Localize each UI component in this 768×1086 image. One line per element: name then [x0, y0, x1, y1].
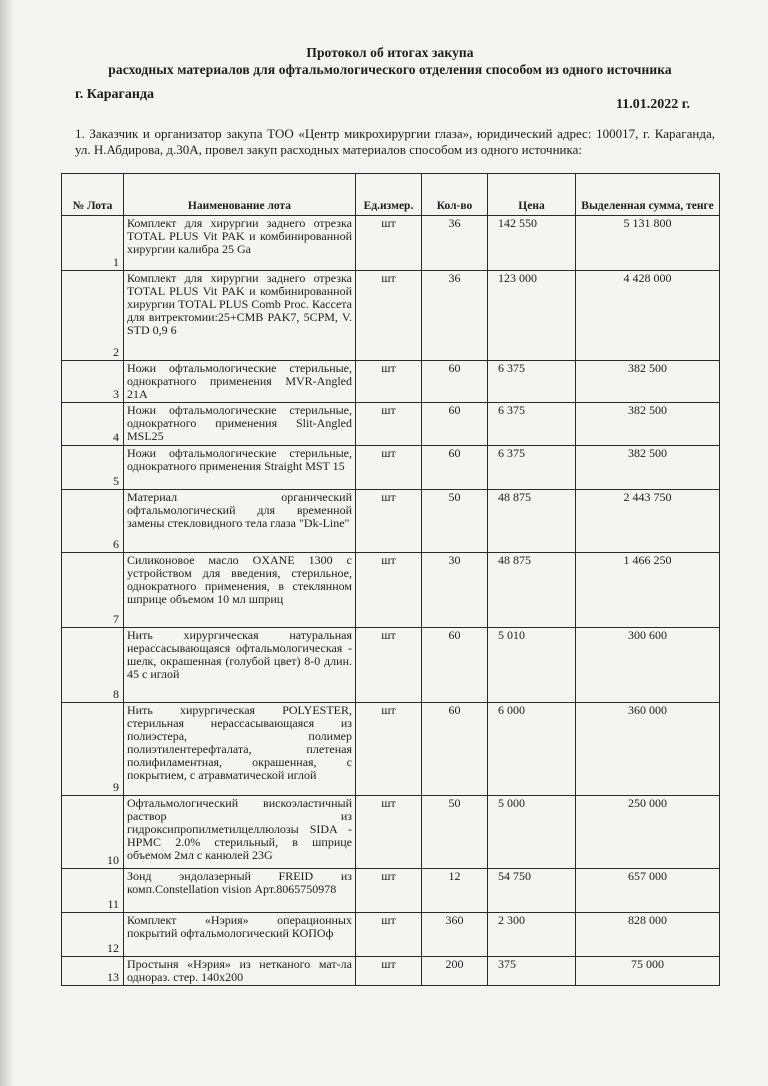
lot-number-cell: 1 — [62, 216, 124, 271]
table-row — [62, 957, 720, 986]
lot-number-cell: 9 — [62, 703, 124, 796]
quantity-cell: 60 — [422, 361, 488, 403]
unit-cell: шт — [356, 361, 422, 403]
lot-name-cell: Ножи офтальмологические стерильные, однократного применения MVR-Angled 21A — [124, 361, 356, 403]
lot-name-cell: Материал органический офтальмологический для временной замены стекловидного тела глаза "Dk-Line" — [124, 490, 356, 553]
lot-number-cell: 4 — [62, 403, 124, 446]
sum-cell: 300 600 — [576, 628, 720, 703]
lot-number-cell: 8 — [62, 628, 124, 703]
unit-cell: шт — [356, 446, 422, 490]
intro-paragraph: 1. Заказчик и организатор закупа ТОО «Центр микрохирургии глаза», юридический адрес: 100017, г. Караганда, ул. Н.Абдирова, д.30А, провел закуп расходных материалов способом из одного источника: — [75, 126, 715, 157]
table-row — [62, 703, 720, 796]
price-cell: 6 375 — [488, 403, 576, 446]
lot-name-cell: Комплект «Нэрия» операционных покрытий офтальмологический КОПОф — [124, 913, 356, 957]
header-quantity: Кол-во — [422, 174, 488, 216]
price-cell: 48 875 — [488, 553, 576, 628]
sum-cell: 2 443 750 — [576, 490, 720, 553]
price-cell: 6 375 — [488, 446, 576, 490]
table-row — [62, 403, 720, 446]
sum-cell: 75 000 — [576, 957, 720, 986]
sum-cell: 1 466 250 — [576, 553, 720, 628]
lot-number-cell: 12 — [62, 913, 124, 957]
lot-number-cell: 5 — [62, 446, 124, 490]
lot-number-cell: 2 — [62, 271, 124, 361]
lot-name-cell: Простыня «Нэрия» из нетканого мат-ла однораз. стер. 140х200 — [124, 957, 356, 986]
header-lot-number: № Лота — [62, 174, 124, 216]
city-label: г. Караганда — [75, 87, 155, 102]
lot-name-cell: Зонд эндолазерный FREID из комп.Constellation vision Арт.8065750978 — [124, 869, 356, 913]
price-cell: 5 010 — [488, 628, 576, 703]
table-row — [62, 628, 720, 703]
table-row — [62, 913, 720, 957]
lots-table — [61, 173, 720, 986]
lot-name-cell: Нить хирургическая POLYESTER, стерильная нерассасывающаяся из полиэстера, полимер полиэтилентерефталата, плетеная полифиламентная, окрашенная, с покрытием, с атравматической иглой — [124, 703, 356, 796]
sum-cell: 382 500 — [576, 446, 720, 490]
unit-cell: шт — [356, 553, 422, 628]
unit-cell: шт — [356, 490, 422, 553]
unit-cell: шт — [356, 703, 422, 796]
sum-cell: 828 000 — [576, 913, 720, 957]
table-row — [62, 869, 720, 913]
unit-cell: шт — [356, 957, 422, 986]
header-allocated-sum: Выделенная сумма, тенге — [576, 174, 720, 216]
lot-name-cell: Комплект для хирургии заднего отрезка TOTAL PLUS Vit PAK и комбинированной хирургии TOTAL PLUS Comb Proc. Кассета для витректомии:25+CMB PAK7, 5CPM, V. STD 0,9 6 — [124, 271, 356, 361]
lot-name-cell: Ножи офтальмологические стерильные, однократного применения Straight MST 15 — [124, 446, 356, 490]
table-row — [62, 553, 720, 628]
price-cell: 6 375 — [488, 361, 576, 403]
quantity-cell: 60 — [422, 403, 488, 446]
document-date: 11.01.2022 г. — [615, 97, 690, 112]
unit-cell: шт — [356, 403, 422, 446]
lot-name-cell: Ножи офтальмологические стерильные, однократного применения Slit-Angled MSL25 — [124, 403, 356, 446]
unit-cell: шт — [356, 216, 422, 271]
unit-cell: шт — [356, 796, 422, 869]
lot-number-cell: 11 — [62, 869, 124, 913]
lot-number-cell: 3 — [62, 361, 124, 403]
table-row — [62, 490, 720, 553]
sum-cell: 657 000 — [576, 869, 720, 913]
document-subtitle: расходных материалов для офтальмологического отделения способом из одного источника — [108, 62, 672, 77]
scan-edge-shadow — [0, 0, 14, 1086]
quantity-cell: 36 — [422, 216, 488, 271]
table-row — [62, 361, 720, 403]
document-title: Протокол об итогах закупа — [306, 45, 474, 60]
lot-name-cell: Силиконовое масло OXANE 1300 с устройством для введения, стерильное, однократного применения, в стеклянном шприце объемом 10 мл шприц — [124, 553, 356, 628]
lot-number-cell: 7 — [62, 553, 124, 628]
lot-name-cell: Офтальмологический вискоэластичный раствор из гидроксипропилметилцеллюлозы SIDA - HPMC 2.0% стерильный, в шприце объемом 2мл с канюлей 23G — [124, 796, 356, 869]
sum-cell: 382 500 — [576, 361, 720, 403]
sum-cell: 382 500 — [576, 403, 720, 446]
price-cell: 6 000 — [488, 703, 576, 796]
quantity-cell: 50 — [422, 490, 488, 553]
table-row — [62, 796, 720, 869]
price-cell: 375 — [488, 957, 576, 986]
lot-name-cell: Комплект для хирургии заднего отрезка TOTAL PLUS Vit PAK и комбинированной хирургии калибра 25 Ga — [124, 216, 356, 271]
header-unit: Ед.измер. — [356, 174, 422, 216]
lot-number-cell: 10 — [62, 796, 124, 869]
table-row — [62, 216, 720, 271]
unit-cell: шт — [356, 628, 422, 703]
lot-name-cell: Нить хирургическая натуральная нерассасывающаяся офтальмологическая - шелк, окрашенная (голубой цвет) 8-0 длин. 45 с иглой — [124, 628, 356, 703]
sum-cell: 4 428 000 — [576, 271, 720, 361]
price-cell: 54 750 — [488, 869, 576, 913]
quantity-cell: 200 — [422, 957, 488, 986]
quantity-cell: 60 — [422, 703, 488, 796]
table-row — [62, 446, 720, 490]
unit-cell: шт — [356, 869, 422, 913]
unit-cell: шт — [356, 913, 422, 957]
quantity-cell: 360 — [422, 913, 488, 957]
sum-cell: 250 000 — [576, 796, 720, 869]
unit-cell: шт — [356, 271, 422, 361]
price-cell: 5 000 — [488, 796, 576, 869]
price-cell: 123 000 — [488, 271, 576, 361]
table-header-row — [62, 174, 720, 216]
lots-table-body — [62, 216, 720, 986]
lot-number-cell: 6 — [62, 490, 124, 553]
quantity-cell: 50 — [422, 796, 488, 869]
header-price: Цена — [488, 174, 576, 216]
quantity-cell: 30 — [422, 553, 488, 628]
price-cell: 48 875 — [488, 490, 576, 553]
quantity-cell: 60 — [422, 628, 488, 703]
price-cell: 142 550 — [488, 216, 576, 271]
lot-number-cell: 13 — [62, 957, 124, 986]
header-lot-name: Наименование лота — [124, 174, 356, 216]
sum-cell: 360 000 — [576, 703, 720, 796]
quantity-cell: 60 — [422, 446, 488, 490]
quantity-cell: 36 — [422, 271, 488, 361]
quantity-cell: 12 — [422, 869, 488, 913]
table-row — [62, 271, 720, 361]
sum-cell: 5 131 800 — [576, 216, 720, 271]
price-cell: 2 300 — [488, 913, 576, 957]
